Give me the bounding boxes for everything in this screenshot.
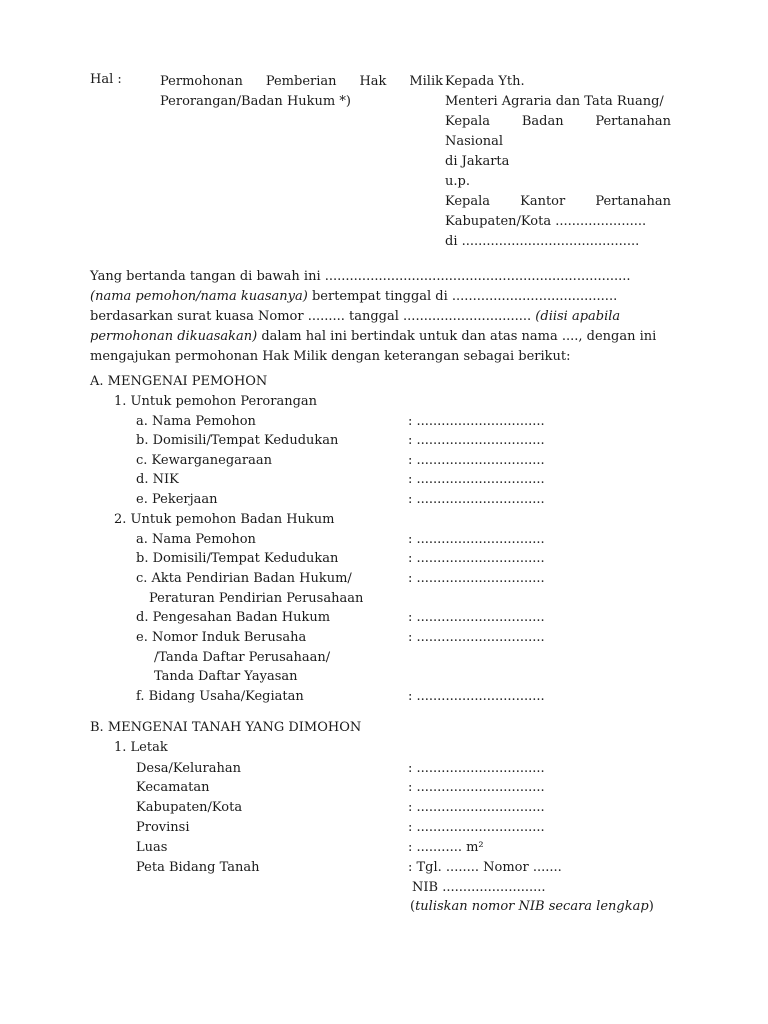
field-value: : Tgl. ........ Nomor ....... [408, 860, 562, 875]
section-b-title: B. MENGENAI TANAH YANG DIMOHON [90, 720, 362, 735]
intro-text: bertempat tinggal di ........................................ [307, 289, 618, 304]
field-label: c. Kewarganegaraan [136, 453, 272, 468]
field-label: Provinsi [136, 820, 190, 835]
recipient-word: Pertanahan [595, 194, 671, 209]
intro-text: Yang bertanda tangan di bawah ini .......................................................................... [90, 269, 631, 284]
field-value: : ............................... [408, 532, 545, 547]
recipient-line: Kabupaten/Kota ...................... [445, 214, 647, 229]
field-label: c. Akta Pendirian Badan Hukum/ [136, 571, 352, 586]
field-value: : ............................... [408, 551, 545, 566]
recipient-line: Kepada Yth. [445, 74, 525, 89]
field-value: : ............................... [408, 820, 545, 835]
recipient-block [445, 72, 671, 252]
intro-line [90, 267, 678, 287]
subject-word: Hak [359, 74, 387, 89]
field-label: a. Nama Pemohon [136, 414, 256, 429]
section-a-sub2: 2. Untuk pemohon Badan Hukum [114, 512, 335, 527]
field-label-cont: Tanda Daftar Yayasan [154, 669, 298, 684]
note-italic: tuliskan nomor NIB secara lengkap [415, 899, 649, 914]
field-value: : ............................... [408, 780, 545, 795]
intro-italic: permohonan dikuasakan) [90, 329, 258, 344]
recipient-line: di ........................................... [445, 234, 640, 249]
intro-line [90, 287, 678, 307]
recipient-line [445, 192, 671, 212]
field-label: f. Bidang Usaha/Kegiatan [136, 689, 304, 704]
field-label: Peta Bidang Tanah [136, 860, 260, 875]
recipient-word: Badan [521, 114, 564, 129]
hal-subject-line1 [160, 72, 443, 92]
recipient-word: Pertanahan [595, 114, 671, 129]
nib-note [410, 899, 654, 914]
intro-italic: (diisi apabila [535, 309, 621, 324]
field-value: : ............................... [408, 630, 545, 645]
field-value: : ............................... [408, 492, 545, 507]
field-value: : ............................... [408, 800, 545, 815]
field-label: e. Pekerjaan [136, 492, 218, 507]
hal-subject-line2: Perorangan/Badan Hukum *) [160, 94, 351, 109]
field-label: e. Nomor Induk Berusaha [136, 630, 307, 645]
recipient-line: di Jakarta [445, 154, 510, 169]
field-value: : ............................... [408, 610, 545, 625]
field-label: d. Pengesahan Badan Hukum [136, 610, 331, 625]
recipient-line: Nasional [445, 134, 504, 149]
field-value: : ............................... [408, 571, 545, 586]
intro-paragraph [90, 267, 678, 367]
field-label: Kecamatan [136, 780, 210, 795]
field-label: b. Domisili/Tempat Kedudukan [136, 433, 339, 448]
hal-label: Hal : [90, 72, 122, 87]
nib-field: NIB ......................... [412, 880, 546, 895]
intro-text: mengajukan permohonan Hak Milik dengan keterangan sebagai berikut: [90, 349, 571, 364]
field-value: : ............................... [408, 453, 545, 468]
section-b-sub1: 1. Letak [114, 740, 168, 755]
field-label: Luas [136, 840, 168, 855]
intro-line [90, 327, 678, 347]
field-label: b. Domisili/Tempat Kedudukan [136, 551, 339, 566]
field-label: Kabupaten/Kota [136, 800, 243, 815]
field-value: : ............................... [408, 689, 545, 704]
field-value: : ............................... [408, 433, 545, 448]
section-a-title: A. MENGENAI PEMOHON [90, 374, 268, 389]
field-label: a. Nama Pemohon [136, 532, 256, 547]
intro-italic: (nama pemohon/nama kuasanya) [90, 289, 308, 304]
field-value: : ............................... [408, 472, 545, 487]
recipient-line: Menteri Agraria dan Tata Ruang/ [445, 94, 664, 109]
recipient-line [445, 112, 671, 132]
intro-text [90, 307, 620, 327]
intro-text [90, 327, 656, 347]
intro-line [90, 347, 678, 367]
intro-line [90, 307, 678, 327]
intro-text [90, 287, 617, 307]
recipient-word: Kepala [445, 114, 491, 129]
recipient-word: Kantor [520, 194, 566, 209]
intro-text: berdasarkan surat kuasa Nomor ......... tanggal ............................... [90, 309, 536, 324]
field-value: : ............................... [408, 414, 545, 429]
recipient-line: u.p. [445, 174, 470, 189]
field-label: d. NIK [136, 472, 179, 487]
subject-word: Permohonan [160, 74, 243, 89]
recipient-word: Kepala [445, 194, 491, 209]
subject-word: Milik [409, 74, 443, 89]
hal-subject [160, 72, 443, 112]
section-a-sub1: 1. Untuk pemohon Perorangan [114, 394, 318, 409]
field-value: : ........... m² [408, 840, 484, 855]
intro-text: dalam hal ini bertindak untuk dan atas nama ...., dengan ini [257, 329, 657, 344]
note-paren: ) [648, 899, 654, 914]
field-label-cont: Peraturan Pendirian Perusahaan [149, 591, 364, 606]
note-paren: ( [410, 899, 416, 914]
field-label-cont: /Tanda Daftar Perusahaan/ [154, 650, 331, 665]
field-value: : ............................... [408, 761, 545, 776]
subject-word: Pemberian [265, 74, 337, 89]
field-label: Desa/Kelurahan [136, 761, 241, 776]
